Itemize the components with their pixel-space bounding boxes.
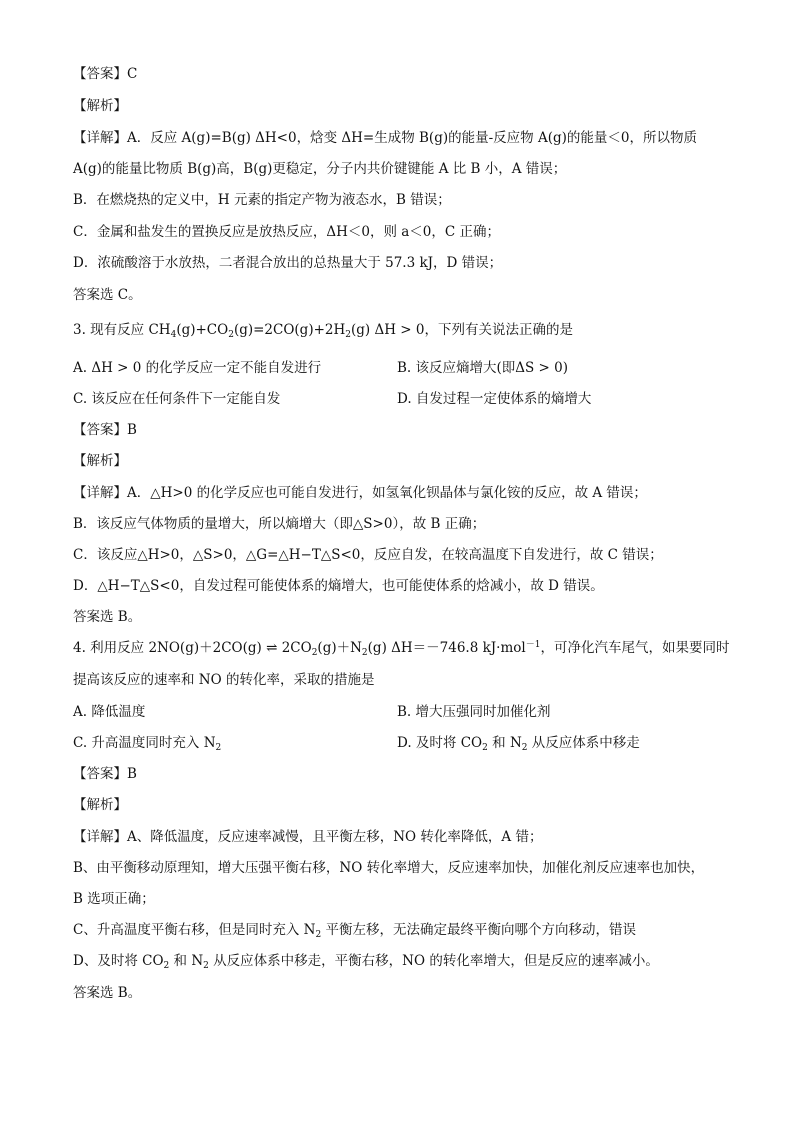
- q3-detail-line-4: D．△H−T△S<0，自发过程可能使体系的熵增大，也可能使体系的焓减小，故 D 错误。: [73, 578, 604, 594]
- q4-option-a: A. 降低温度: [73, 704, 146, 720]
- q4-detail-4-pre: C、升高温度平衡右移，但是同时充入 N: [73, 922, 316, 938]
- q4-detail-5-pre: D、及时将 CO: [73, 953, 164, 969]
- q4-detail-5-post: 从反应体系中移走，平衡右移，NO 的转化率增大，但是反应的速率减小。: [208, 953, 659, 969]
- q2-detail-line-1: 【详解】A．反应 A(g)=B(g) ΔH<0，焓变 ΔH=生成物 B(g)的能量-反应物 A(g)的能量＜0，所以物质: [73, 130, 697, 146]
- q4-detail-5-mid: 和 N: [169, 953, 204, 969]
- q4-detail-line-3: B 选项正确；: [73, 891, 155, 907]
- q2-conclusion: 答案选 C。: [73, 287, 142, 303]
- q3-conclusion: 答案选 B。: [73, 609, 142, 625]
- q4-detail-4-post: 平衡左移，无法确定最终平衡向哪个方向移动，错误: [321, 922, 636, 938]
- q4-detail-5-sub-1: 2: [163, 961, 170, 971]
- q4-stem-mid-3: (g) ΔH＝－746.8 kJ·mol: [367, 640, 526, 656]
- q4-answer-tag: 【答案】B: [73, 766, 137, 782]
- q4-detail-4-sub: 2: [315, 930, 322, 940]
- q4-stem-mid-2: (g)＋N: [317, 640, 362, 656]
- q3-option-b: B. 该反应熵增大(即ΔS > 0): [397, 360, 569, 376]
- q4-analysis-tag: 【解析】: [73, 797, 127, 813]
- q4-option-d-mid: 和 N: [487, 735, 522, 751]
- q4-detail-line-2: B、由平衡移动原理知，增大压强平衡右移，NO 转化率增大，反应速率加快，加催化剂反应速率也加快，: [73, 860, 705, 876]
- q2-detail-line-5: D．浓硫酸溶于水放热，二者混合放出的总热量大于 57.3 kJ，D 错误；: [73, 255, 503, 271]
- q3-option-d: D. 自发过程一定使体系的熵增大: [397, 391, 592, 407]
- q3-answer-tag: 【答案】B: [73, 422, 137, 438]
- q4-option-d: [397, 735, 640, 752]
- q2-detail-line-4: C．金属和盐发生的置换反应是放热反应，ΔH＜0，则 a＜0，C 正确；: [73, 224, 500, 240]
- q4-stem-suffix: ，可净化汽车尾气，如果要同时: [540, 640, 730, 656]
- q4-option-b: B. 增大压强同时加催化剂: [397, 704, 551, 720]
- q3-stem-sub-3: 2: [345, 330, 351, 340]
- q4-stem-line-1: [73, 640, 729, 657]
- q4-stem-line-2: 提高该反应的速率和 NO 的转化率，采取的措施是: [73, 672, 375, 688]
- q4-option-d-post: 从反应体系中移走: [527, 735, 640, 751]
- q4-option-d-sub-1: 2: [482, 743, 488, 753]
- q4-detail-line-5: [73, 953, 659, 970]
- q4-stem-sup: －1: [525, 640, 541, 650]
- q4-stem-sub-1: 2: [311, 648, 318, 658]
- q4-option-c: [73, 735, 221, 752]
- q3-detail-line-2: B．该反应气体物质的量增大，所以熵增大（即△S>0），故 B 正确；: [73, 516, 486, 532]
- q3-detail-line-3: C．该反应△H>0，△S>0，△G=△H−T△S<0，反应自发，在较高温度下自发进行，故 C 错误；: [73, 547, 663, 563]
- q2-detail-line-2: A(g)的能量比物质 B(g)高，B(g)更稳定，分子内共价键键能 A 比 B 小，A 错误；: [73, 161, 567, 177]
- q3-detail-line-1: 【详解】A．△H>0 的化学反应也可能自发进行，如氢氧化钡晶体与氯化铵的反应，故 A 错误；: [73, 485, 647, 501]
- q3-stem-mid-2: (g)=2CO(g)+2H: [233, 322, 346, 338]
- q3-stem-suffix: (g) ΔH > 0，下列有关说法正确的是: [351, 322, 573, 338]
- q4-detail-line-4: [73, 922, 636, 939]
- q2-analysis-tag: 【解析】: [73, 98, 127, 114]
- q4-option-d-pre: D. 及时将 CO: [397, 735, 483, 751]
- equilibrium-arrow-icon: ⇌: [261, 640, 282, 656]
- q4-conclusion: 答案选 B。: [73, 985, 142, 1001]
- q3-stem: [73, 322, 573, 339]
- q4-option-c-sub: 2: [215, 743, 222, 753]
- q4-detail-line-1: 【详解】A、降低温度，反应速率减慢，且平衡左移，NO 转化率降低，A 错；: [73, 829, 543, 845]
- q3-stem-sub-1: 4: [170, 330, 177, 340]
- q4-detail-5-sub-2: 2: [203, 961, 209, 971]
- q3-option-c: C. 该反应在任何条件下一定能自发: [73, 391, 281, 407]
- q4-stem-mid-1: 2CO: [281, 640, 312, 656]
- q3-stem-prefix: 3. 现有反应 CH: [73, 322, 171, 338]
- q3-stem-mid-1: (g)+CO: [176, 322, 229, 338]
- q2-answer-tag: 【答案】C: [73, 66, 138, 82]
- q4-option-d-sub-2: 2: [521, 743, 528, 753]
- q3-option-a: A. ΔH > 0 的化学反应一定不能自发进行: [73, 360, 322, 376]
- q4-stem-prefix: 4. 利用反应 2NO(g)＋2CO(g): [73, 640, 262, 656]
- q3-stem-sub-2: 2: [228, 330, 234, 340]
- q2-detail-line-3: B．在燃烧热的定义中，H 元素的指定产物为液态水，B 错误；: [73, 192, 451, 208]
- q4-stem-sub-2: 2: [361, 648, 368, 658]
- q4-option-c-text: C. 升高温度同时充入 N: [73, 735, 216, 751]
- q3-analysis-tag: 【解析】: [73, 453, 127, 469]
